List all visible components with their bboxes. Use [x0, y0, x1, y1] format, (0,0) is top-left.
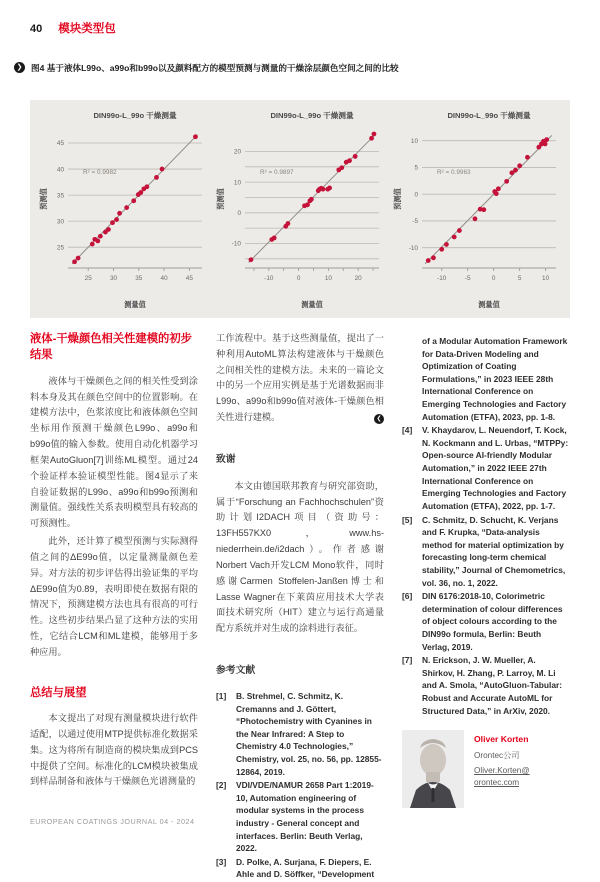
reference-item — [402, 590, 570, 653]
reference-text: B. Strehmel, C. Schmitz, K. Cremanns and J. Göttert, “Photochemistry with Cyanines in the Near Infrared: A Step to Chemistry 4.0 Technologies,” Chemistry, vol. 25, no. 56, pp. 12855-12864, 2019. — [236, 690, 382, 777]
reference-number: [5] — [402, 514, 413, 525]
figure-panel — [30, 100, 570, 318]
section-title: 模块类型包 — [58, 23, 116, 35]
reference-number: [4] — [402, 425, 413, 436]
reference-number: [2] — [216, 780, 227, 791]
svg-text:10: 10 — [233, 179, 241, 187]
svg-text:-10: -10 — [437, 275, 447, 282]
reference-item — [402, 654, 570, 717]
svg-text:45: 45 — [56, 140, 64, 148]
reference-item — [216, 779, 384, 855]
text-column-2 — [216, 331, 384, 882]
svg-text:5: 5 — [517, 275, 522, 282]
svg-text:30: 30 — [56, 218, 64, 226]
svg-text:-5: -5 — [464, 275, 471, 282]
text-column-3 — [402, 331, 570, 836]
svg-text:预测值: 预测值 — [216, 188, 225, 210]
reference-text: N. Erickson, J. W. Mueller, A. Shirkov, H. Zhang, P. Larroy, M. Li and A. Smola, “AutoGluon-Tabular: Robust and Accurate AutoML for Structured Data,” in ArXiv, 2020. — [422, 655, 563, 716]
author-email-line2: orontec.com — [474, 778, 520, 788]
author-photo — [402, 730, 464, 808]
svg-text:45: 45 — [185, 275, 193, 282]
references-list-continued — [402, 335, 570, 717]
svg-text:R² = 0.9897: R² = 0.9897 — [260, 169, 294, 176]
svg-text:10: 10 — [542, 275, 550, 282]
body-paragraph: 此外，还计算了模型预测与实际测得值之间的ΔE99o值，以定量测量颜色差异。对方法的初步评估得出验证集的平均ΔE99o值为0.89，表明即使在数据有限的情况下，预测建模方法也具有很高的可行性。这些初步结果凸显了这种方法的实用性，它结合LCM和ML建模，能够用于多种应用。 — [30, 536, 198, 657]
journal-footer: EUROPEAN COATINGS JOURNAL 04 - 2024 — [30, 817, 195, 826]
article-end-icon: ❮ — [374, 414, 384, 424]
svg-text:5: 5 — [414, 164, 418, 172]
reference-number: [3] — [216, 856, 227, 867]
svg-text:20: 20 — [233, 148, 241, 156]
svg-text:25: 25 — [84, 275, 92, 282]
svg-text:0: 0 — [491, 275, 496, 282]
reference-text: VDI/VDE/NAMUR 2658 Part 1:2019-10, Automation engineering of modular systems in the process industry - General concept and interfaces. Berlin: Beuth Verlag, 2022. — [236, 780, 374, 854]
svg-text:40: 40 — [56, 166, 64, 174]
body-paragraph — [216, 331, 384, 426]
svg-text:DIN99o-L_99o 干燥测量: DIN99o-L_99o 干燥测量 — [447, 111, 531, 120]
svg-text:35: 35 — [135, 275, 143, 282]
svg-text:0: 0 — [414, 191, 418, 199]
author-email-line1: Oliver.Korten@ — [474, 765, 530, 775]
body-paragraph-text: 工作流程中。基于这些测量值，提出了一种利用AutoML算法构建液体与干燥颜色之间相关性的建模方法。未来的一篇论文中的另一个应用实例是基于光谱数据而非L99o、a99o和b99o值对液体-干燥颜色相关性进行建模。 — [216, 333, 384, 423]
scatter-chart-L99o — [38, 106, 208, 312]
author-name: Oliver Korten — [474, 734, 529, 744]
reference-number: [1] — [216, 690, 227, 701]
reference-text: of a Modular Automation Framework for Data-Driven Modeling and Optimization of Coating Formulations,” in 2023 IEEE 28th International Conference on Emerging Technologies and Factory Automation (ETFA), 2023, pp. 1-8. — [422, 336, 568, 422]
author-info — [474, 730, 530, 808]
author-company: Orontec公司 — [474, 750, 520, 760]
page-header — [30, 20, 116, 36]
svg-text:0: 0 — [296, 275, 301, 282]
section-heading-summary: 总结与展望 — [30, 686, 87, 699]
body-paragraph: 液体与干燥颜色之间的相关性受到涂料本身及其在颜色空间中的位置影响。在建模方法中，色浆浓度比和液体颜色空间坐标用作预测干燥颜色L99o、a99o和b99o值的输入参数。使用自动化机器学习框架AutoGluon[7]训练ML模型。通过24个验证样本验证模型性能。图4显示了来自验证数据的L99o、a99o和b99o预测和测量值。强线性关系表明模型具有较高的可预测性。 — [30, 375, 198, 529]
svg-text:测量值: 测量值 — [124, 300, 146, 309]
svg-text:25: 25 — [56, 244, 64, 252]
reference-number: [6] — [402, 591, 413, 602]
svg-text:DIN99o-L_99o 干燥测量: DIN99o-L_99o 干燥测量 — [93, 111, 177, 120]
svg-text:测量值: 测量值 — [301, 300, 323, 309]
page-number: 40 — [30, 23, 43, 35]
figure-caption-arrow-icon: ❯ — [14, 62, 25, 73]
svg-text:预测值: 预测值 — [39, 188, 48, 210]
reference-number — [402, 335, 418, 423]
figure-caption — [14, 62, 574, 74]
author-box — [402, 730, 570, 808]
svg-text:35: 35 — [56, 192, 64, 200]
svg-text:20: 20 — [354, 275, 362, 282]
reference-number: [7] — [402, 655, 413, 666]
svg-text:10: 10 — [410, 137, 418, 145]
reference-text: C. Schmitz, D. Schucht, K. Verjans and F. Krupka, “Data-analysis method for material optimization by forecasting long-term chemical stability,” Journal of Chemometrics, vol. 36, no. 1, 2022. — [422, 514, 566, 588]
acknowledgement-paragraph: 本文由德国联邦教育与研究部资助，属于“Forschung an Fachhochschulen”资助计划I2DACH项目（资助号：13FH557KX0，www.hs-niederrhein.de/i2dach）。作者感谢Norbert Vach开发LCM Mono软件，同时感谢Carmen Stoffelen-Janßen博士和Lasse Wagner在下莱茵应用技术大学表面技术研究所（HIT）建立与运行高通量配方系统并对生成的涂料进行表征。 — [216, 480, 384, 634]
svg-text:DIN99o-L_99o 干燥测量: DIN99o-L_99o 干燥测量 — [270, 111, 354, 120]
reference-text: DIN 6176:2018-10, Colorimetric determination of colour differences of object colours according to the DIN99o formula, Berlin: Beuth Verlag, 2019. — [422, 591, 563, 652]
svg-text:-10: -10 — [231, 240, 241, 248]
svg-text:测量值: 测量值 — [478, 300, 500, 309]
reference-item — [216, 690, 384, 778]
author-email-link[interactable] — [474, 765, 530, 790]
svg-text:10: 10 — [324, 275, 332, 282]
figure-caption-text: 图4 基于液体L99o、a99o和b99o以及颜料配方的模型预测与测量的干燥涂层颜色空间之间的比较 — [31, 63, 399, 73]
body-paragraph: 本文提出了对现有测量模块进行软件适配，以通过使用MTP提供标准化数据采集。这为将所有制造商的模块集成到PCS中提供了空间。标准化的LCM模块被集成到样品制备和液体与干燥颜色光谱测量的 — [30, 713, 198, 787]
reference-text: V. Khaydarov, L. Neuendorf, T. Kock, N. Kockmann and L. Urbas, “MTPPy: Open-source AI-friendly Modular Automation,” in 2022 IEEE 27th International Conference on Emerging Technologies and Factory Automation (ETFA), 2022, pp. 1-7. — [422, 425, 569, 511]
svg-text:预测值: 预测值 — [393, 188, 402, 210]
text-column-1 — [30, 331, 198, 792]
svg-text:-10: -10 — [264, 275, 274, 282]
scatter-chart-a99o — [215, 106, 385, 312]
reference-item — [402, 424, 570, 512]
svg-text:R² = 0.9982: R² = 0.9982 — [83, 169, 117, 176]
reference-item — [216, 856, 384, 881]
reference-item — [402, 514, 570, 590]
section-heading-results: 液体-干燥颜色相关性建模的初步结果 — [30, 333, 192, 362]
references-list — [216, 690, 384, 881]
svg-text:30: 30 — [109, 275, 118, 282]
svg-text:0: 0 — [237, 210, 241, 217]
acknowledgement-heading: 致谢 — [216, 453, 236, 465]
scatter-chart-b99o — [392, 106, 562, 312]
svg-text:40: 40 — [160, 275, 168, 282]
svg-text:-10: -10 — [408, 244, 418, 252]
svg-text:-5: -5 — [412, 218, 418, 226]
references-heading: 参考文献 — [216, 665, 256, 677]
reference-text: D. Polke, A. Surjana, F. Diepers, E. Ahle and D. Söffker, “Development — [236, 856, 375, 880]
svg-text:R² = 0.9963: R² = 0.9963 — [437, 169, 471, 176]
reference-item — [402, 335, 570, 423]
